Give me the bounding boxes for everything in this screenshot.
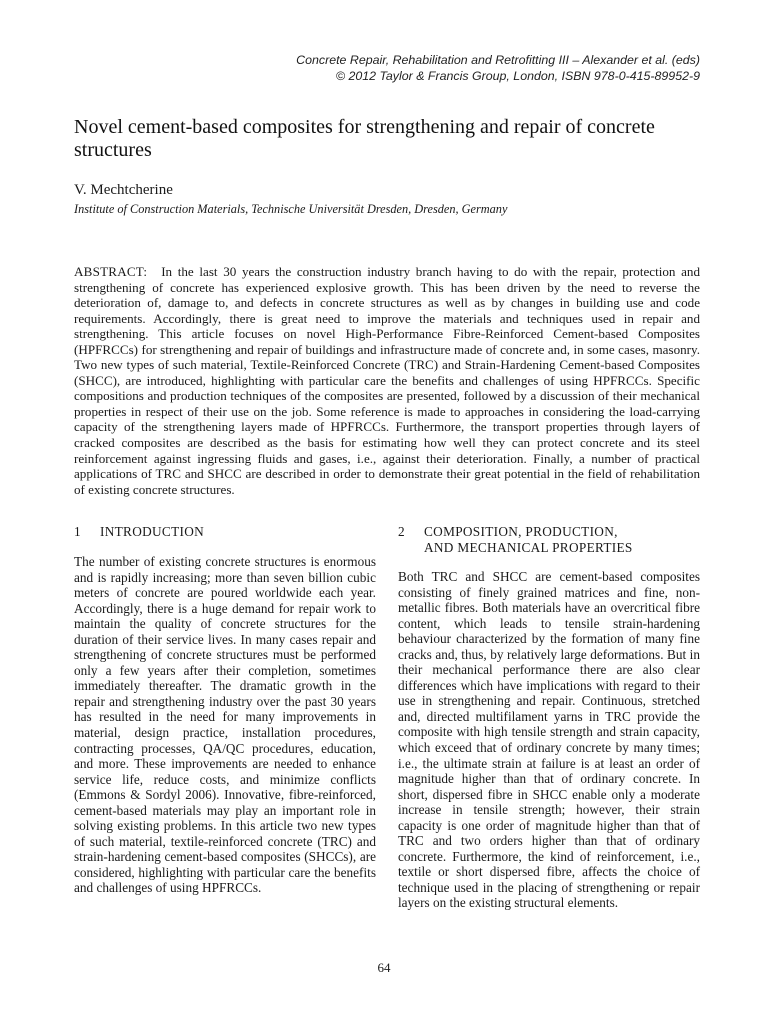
section-number: 2: [398, 524, 405, 539]
running-header: [180, 52, 700, 84]
section-introduction: [74, 524, 376, 896]
author-affiliation: Institute of Construction Materials, Technische Universität Dresden, Dresden, Germany: [74, 202, 508, 216]
section-composition: [398, 524, 700, 911]
abstract-label: ABSTRACT:: [74, 264, 148, 279]
section-heading: [74, 524, 376, 540]
section-title: INTRODUCTION: [100, 524, 205, 539]
section-title: COMPOSITION, PRODUCTION,: [424, 524, 618, 539]
section-title-continued: AND MECHANICAL PROPERTIES: [424, 540, 633, 555]
page-number: 64: [377, 960, 391, 975]
header-copyright-line: © 2012 Taylor & Francis Group, London, ISBN 978-0-415-89952-9: [335, 69, 700, 83]
section-heading: [398, 524, 700, 556]
author-name: V. Mechtcherine: [74, 182, 173, 198]
section-body: The number of existing concrete structures is enormous and is rapidly increasing; more than seven billion cubic meters of concrete are poured worldwide each year. Accordingly, there is a huge demand for repair work to maintain the quality of concrete structures for the duration of their service lives. In many cases repair and strengthening of concrete structures must be performed only a few years after their completion, sometimes immediately thereafter. The dramatic growth in the repair and strengthening industry over the past 30 years has resulted in the need for many improvements in material, design practice, installation procedures, contracting processes, QA/QC procedures, education, and more. These improvements are needed to enhance service life, reduce costs, and minimize conflicts (Emmons & Sordyl 2006). Innovative, fibre-reinforced, cement-based materials may play an important role in solving existing problems. In this article two new types of such material, textile-reinforced concrete (TRC) and strain-hardening cement-based composites (SHCCs), are considered, highlighting with particular care the benefits and challenges of using HPFRCCs.: [74, 554, 376, 896]
abstract: [74, 264, 700, 497]
section-number: 1: [74, 524, 81, 539]
abstract-text: In the last 30 years the construction industry branch having to do with the repair, protection and strengthening of concrete has experienced explosive growth. This has been driven by the need to reverse the deterioration of, damage to, and defects in concrete structures as well as by changes in building use and code requirements. Accordingly, there is great need to improve the materials and techniques used in repair and strengthening. This article focuses on novel High-Performance Fibre-Reinforced Cement-based Composites (HPFRCCs) for strengthening and repair of buildings and infrastructure made of concrete and, in some cases, masonry. Two new types of such material, Textile-Reinforced Concrete (TRC) and Strain-Hardening Cement-based Composites (SHCC), are introduced, highlighting with particular care the benefits and challenges of using HPFRCCs. Specific compositions and production techniques of the composites are presented, followed by a discussion of their mechanical properties in respect of their use on the job. Some reference is made to approaches in considering the load-carrying capacity of the strengthening layers made of HPFRCCs. Furthermore, the transport properties through layers of cracked composites are described as the basis for estimating how well they can protect concrete and its steel reinforcement against ingressing fluids and gases, i.e., against their deterioration. Finally, a number of practical applications of TRC and SHCC are described in order to demonstrate their great potential in the field of rehabilitation of existing concrete structures.: [74, 264, 700, 497]
section-body: Both TRC and SHCC are cement-based composites consisting of finely grained matrices and fine, non-metallic fibres. Both materials have an overcritical fibre content, which leads to tensile strain-hardening behaviour characterized by the formation of many fine cracks and, thus, by relatively large deformations. But in their mechanical performance there are also clear differences which have implications with regard to their use in strengthening and repair. Continuous, stretched and, directed multifilament yarns in TRC provide the composite with high tensile strength and strain capacity, which exceed that of ordinary concrete by many times; i.e., the ultimate strain at failure is at least an order of magnitude higher than that of ordinary concrete. In short, dispersed fibre in SHCC enable only a moderate increase in tensile strength; however, their strain capacity is one order of magnitude higher than that of TRC and two orders higher than that of ordinary concrete. Furthermore, the kind of reinforcement, i.e., textile or short dispersed fibre, affects the choice of technique used in the placing of strengthening or repair layers on the existing structural elements.: [398, 569, 700, 911]
paper-title: Novel cement-based composites for strengthening and repair of concrete structures: [74, 116, 655, 161]
header-citation-line: Concrete Repair, Rehabilitation and Retrofitting III – Alexander et al. (eds): [296, 53, 700, 67]
